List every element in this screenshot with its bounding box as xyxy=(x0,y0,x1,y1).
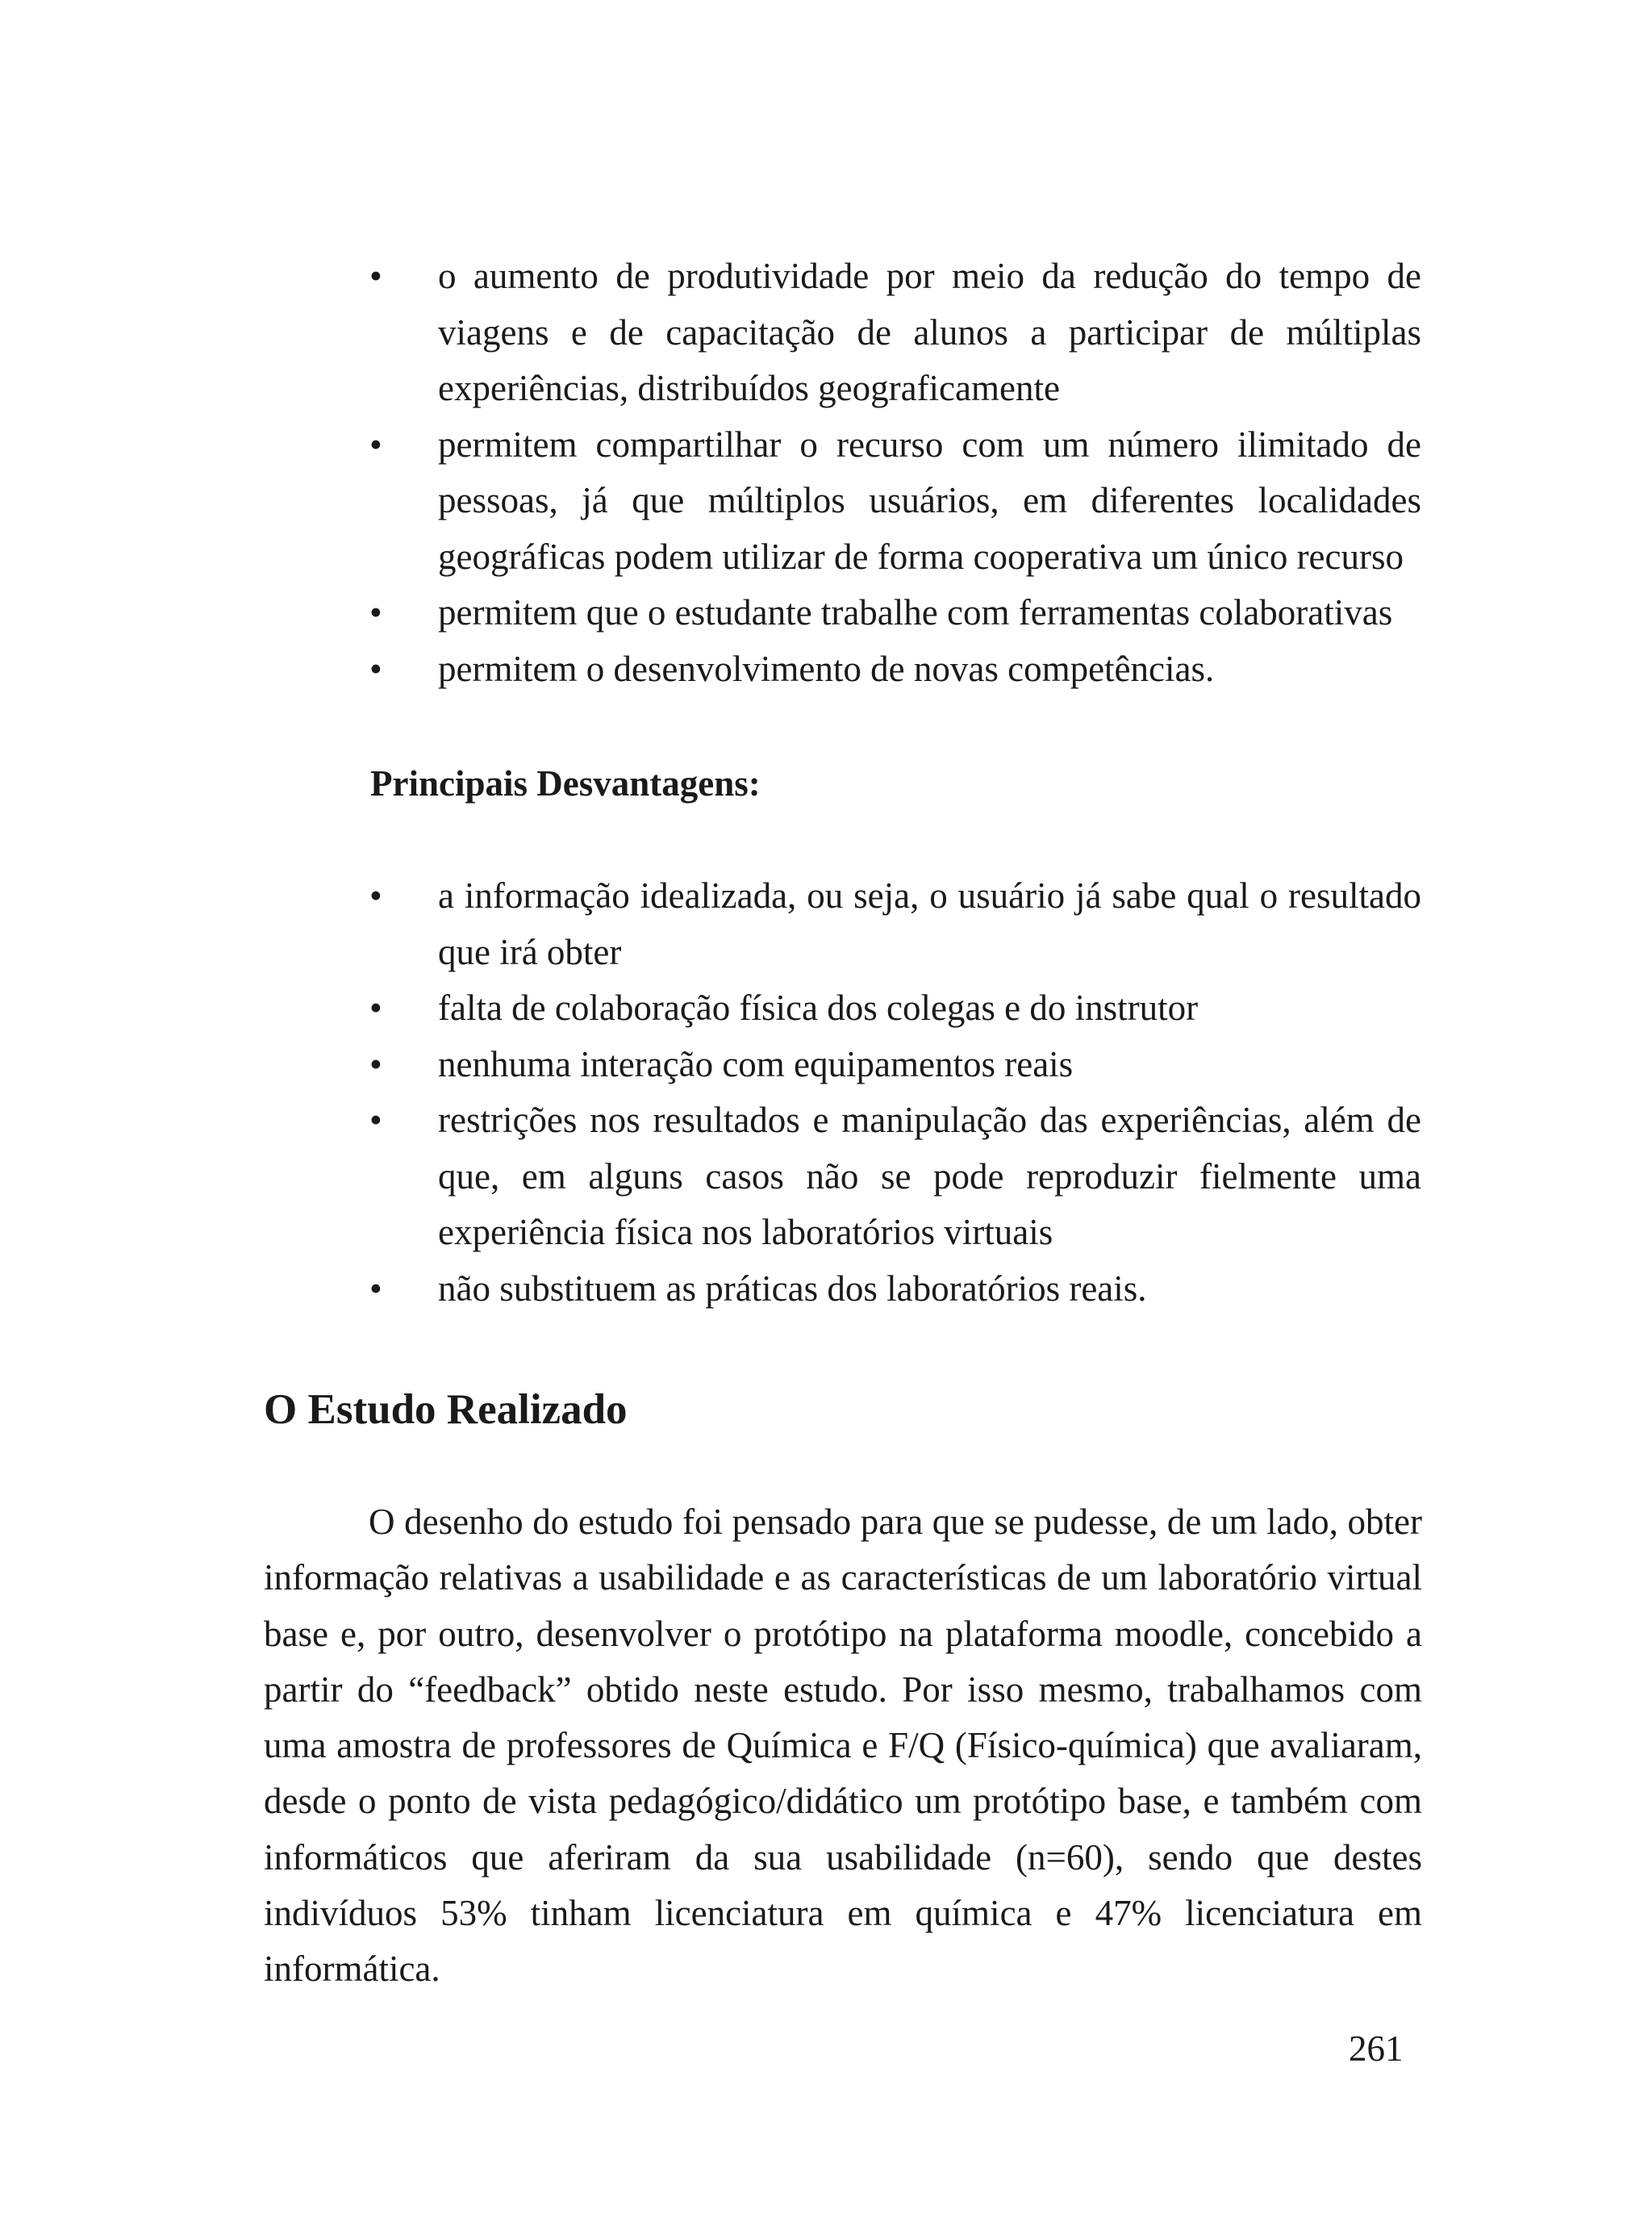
list-item-text: nenhuma interação com equipamentos reais xyxy=(438,1043,1074,1084)
list-item xyxy=(363,585,1421,641)
bullet-icon: • xyxy=(369,988,382,1028)
section-title: O Estudo Realizado xyxy=(264,1386,628,1433)
disadvantages-list xyxy=(363,868,1421,1317)
list-item xyxy=(363,641,1421,698)
page-number: 261 xyxy=(1349,2028,1404,2069)
bullet-icon: • xyxy=(369,875,382,916)
list-item xyxy=(363,1261,1421,1318)
bullet-icon: • xyxy=(369,256,382,296)
list-item-text: não substituem as práticas dos laboratórios reais. xyxy=(438,1268,1147,1309)
bullet-icon: • xyxy=(369,648,382,689)
list-item xyxy=(363,249,1421,417)
bullet-icon: • xyxy=(369,592,382,633)
list-item xyxy=(363,417,1421,586)
bullet-icon: • xyxy=(369,424,382,465)
advantages-list xyxy=(363,249,1421,697)
list-item-text: permitem que o estudante trabalhe com ferramentas colaborativas xyxy=(438,592,1393,633)
list-item-text: restrições nos resultados e manipulação das experiências, além de que, em alguns casos não se pode reproduzir fielmente uma experiência física nos laboratórios virtuais xyxy=(438,1100,1421,1252)
section-paragraph: O desenho do estudo foi pensado para que se pudesse, de um lado, obter informação relativas a usabilidade e as características de um laboratório virtual base e, por outro, desenvolver o protótipo na plataforma moodle, concebido a partir do “feedback” obtido neste estudo. Por isso mesmo, trabalhamos com uma amostra de professores de Química e F/Q (Físico-química) que avaliaram, desde o ponto de vista pedagógico/didático um protótipo base, e também com informáticos que aferiram da sua usabilidade (n=60), sendo que destes indivíduos 53% tinham licenciatura em química e 47% licenciatura em informática. xyxy=(264,1502,1422,1990)
list-item-text: falta de colaboração física dos colegas e do instrutor xyxy=(438,988,1199,1028)
list-item-text: permitem compartilhar o recurso com um número ilimitado de pessoas, já que múltiplos usuários, em diferentes localidades geográficas podem utilizar de forma cooperativa um único recurso xyxy=(438,424,1421,577)
bullet-icon: • xyxy=(369,1043,382,1084)
bullet-icon: • xyxy=(369,1268,382,1309)
list-item-text: a informação idealizada, ou seja, o usuário já sabe qual o resultado que irá obter xyxy=(438,875,1421,972)
list-item xyxy=(363,1037,1421,1093)
list-item-text: o aumento de produtividade por meio da redução do tempo de viagens e de capacitação de alunos a participar de múltiplas experiências, distribuídos geograficamente xyxy=(438,256,1421,408)
list-item xyxy=(363,1092,1421,1261)
list-item xyxy=(363,868,1421,980)
bullet-icon: • xyxy=(369,1100,382,1140)
disadvantages-heading: Principais Desvantagens: xyxy=(370,763,761,804)
list-item xyxy=(363,980,1421,1037)
list-item-text: permitem o desenvolvimento de novas competências. xyxy=(438,648,1215,689)
